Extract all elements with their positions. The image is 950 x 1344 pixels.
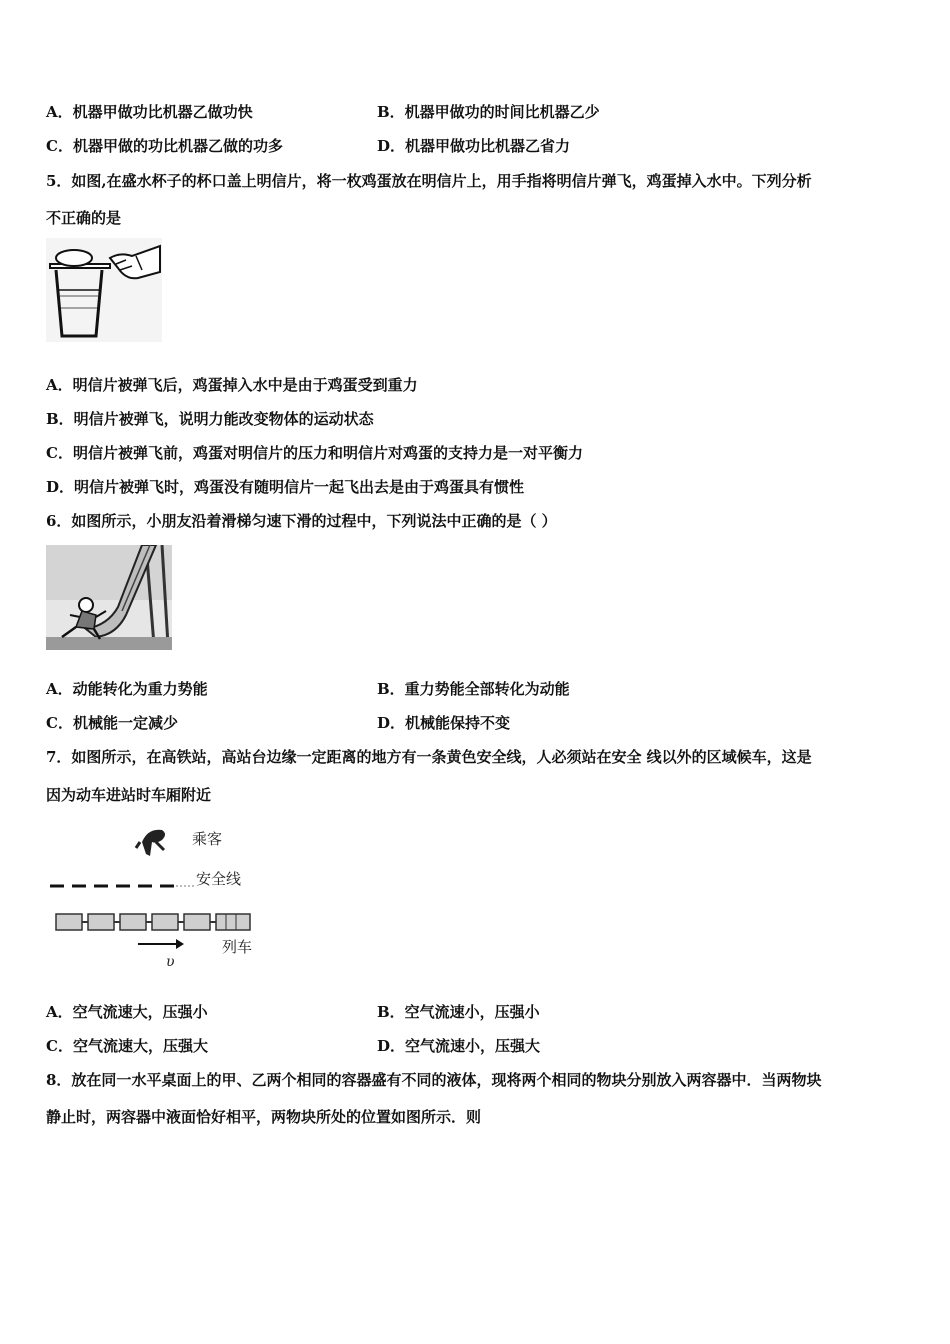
q4-option-d: D．机器甲做功比机器乙省力 — [377, 137, 571, 155]
q6-option-a: A．动能转化为重力势能 — [46, 680, 208, 698]
q4-option-a: A．机器甲做功比机器乙做功快 — [46, 103, 253, 121]
q5-option-d: D．明信片被弹飞时，鸡蛋没有随明信片一起飞出去是由于鸡蛋具有惯性 — [46, 478, 525, 496]
passenger-label: 乘客 — [192, 830, 223, 848]
q5-option-b: B．明信片被弹飞，说明力能改变物体的运动状态 — [46, 410, 374, 428]
q7-station-figure — [46, 820, 276, 970]
passenger-figure — [136, 830, 165, 856]
q6-stem: 6．如图所示，小朋友沿着滑梯匀速下滑的过程中，下列说法中正确的是（ ） — [46, 512, 557, 530]
q8-stem-line1: 8．放在同一水平桌面上的甲、乙两个相同的容器盛有不同的液体，现将两个相同的物块分别放入两容器中．当两物块 — [46, 1071, 822, 1089]
q5-option-c: C．明信片被弹飞前，鸡蛋对明信片的压力和明信片对鸡蛋的支持力是一对平衡力 — [46, 444, 583, 462]
q4-option-b: B．机器甲做功的时间比机器乙少 — [377, 103, 600, 121]
q7-option-c: C．空气流速大，压强大 — [46, 1037, 208, 1055]
q8-stem-line2: 静止时，两容器中液面恰好相平，两物块所处的位置如图所示．则 — [46, 1108, 482, 1126]
q6-option-c: C．机械能一定减少 — [46, 714, 178, 732]
q5-option-a: A．明信片被弹飞后，鸡蛋掉入水中是由于鸡蛋受到重力 — [46, 376, 418, 394]
train-figure — [56, 914, 250, 930]
velocity-label: υ — [166, 954, 175, 970]
q7-option-d: D．空气流速小，压强大 — [377, 1037, 541, 1055]
q6-slide-figure — [46, 545, 172, 650]
q7-stem-line1: 7．如图所示，在高铁站，高站台边缘一定距离的地方有一条黄色安全线，人必须站在安全 线以外的区域候车，这是 — [46, 748, 812, 766]
q6-option-b: B．重力势能全部转化为动能 — [377, 680, 570, 698]
q6-option-d: D．机械能保持不变 — [377, 714, 511, 732]
q4-option-c: C．机器甲做的功比机器乙做的功多 — [46, 137, 283, 155]
q5-stem-line1: 5．如图,在盛水杯子的杯口盖上明信片，将一枚鸡蛋放在明信片上，用手指将明信片弹飞，鸡蛋掉入水中。下列分析 — [46, 172, 812, 190]
q7-option-b: B．空气流速小，压强小 — [377, 1003, 540, 1021]
q7-option-a: A．空气流速大，压强小 — [46, 1003, 208, 1021]
q5-stem-line2: 不正确的是 — [46, 209, 122, 227]
safety-line-label: 安全线 — [196, 870, 242, 888]
q5-cup-egg-figure — [46, 238, 162, 342]
train-label: 列车 — [222, 938, 253, 956]
q7-stem-line2: 因为动车进站时车厢附近 — [46, 786, 212, 804]
